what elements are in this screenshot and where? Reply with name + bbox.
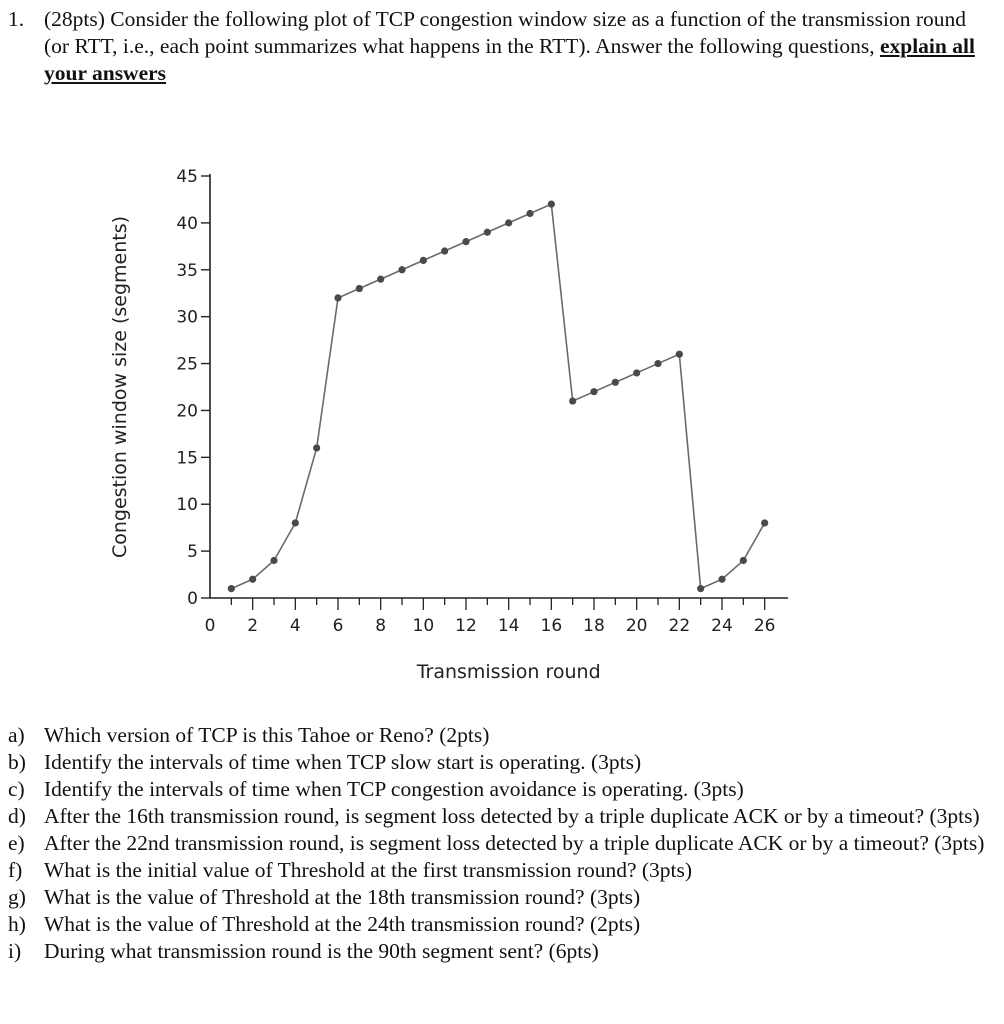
- subquestion-a: [8, 722, 988, 749]
- subquestion-f: [8, 857, 988, 884]
- data-point: [313, 444, 320, 451]
- data-point: [569, 397, 576, 404]
- data-point: [654, 360, 661, 367]
- subquestion-text: During what transmission round is the 90th segment sent? (6pts): [44, 939, 599, 963]
- data-point: [270, 557, 277, 564]
- data-point: [740, 557, 747, 564]
- data-point: [398, 266, 405, 273]
- subquestion-e: [8, 830, 988, 857]
- x-tick-label: 10: [412, 616, 435, 636]
- subquestion-letter: i): [8, 939, 22, 963]
- y-tick-label: 30: [176, 307, 198, 328]
- series-line: [231, 204, 764, 588]
- x-tick-label: 24: [711, 616, 733, 636]
- subquestion-letter: e): [8, 831, 25, 855]
- subquestion-letter: b): [8, 750, 26, 774]
- x-tick-label: 4: [289, 616, 301, 636]
- data-point: [612, 379, 619, 386]
- subquestion-text: After the 22nd transmission round, is segment loss detected by a triple duplicate ACK or by a timeout? (3pts): [44, 831, 985, 855]
- x-tick-label: 22: [668, 616, 691, 636]
- data-point: [292, 519, 299, 526]
- y-tick-label: 25: [176, 354, 198, 375]
- subquestion-text: What is the value of Threshold at the 18th transmission round? (3pts): [44, 885, 641, 909]
- y-tick-label: 35: [176, 260, 198, 281]
- y-tick-label: 5: [187, 542, 198, 563]
- question-text: (28pts) Consider the following plot of TCP congestion window size as a function of the transmission round (or RTT, i.e., each point summarizes what happens in the RTT). Answer the following questions,: [44, 7, 967, 58]
- subquestion-c: [8, 776, 988, 803]
- congestion-window-chart: [92, 118, 852, 703]
- y-tick-label: 15: [176, 448, 198, 469]
- question-number: 1.: [8, 7, 25, 31]
- subquestion-text: What is the value of Threshold at the 24th transmission round? (2pts): [44, 912, 641, 936]
- subquestion-letter: d): [8, 804, 26, 828]
- question-emphasis: explain all your answers: [44, 34, 975, 85]
- subquestion-text: Identify the intervals of time when TCP congestion avoidance is operating. (3pts): [44, 777, 744, 801]
- congestion-window-figure: [92, 118, 852, 703]
- subquestion-text: Which version of TCP is this Tahoe or Reno? (2pts): [44, 723, 490, 747]
- question-prompt: [44, 6, 984, 87]
- data-point: [484, 229, 491, 236]
- x-axis-title: Transmission round: [416, 661, 601, 683]
- x-tick-label: 14: [497, 616, 520, 636]
- data-point: [462, 238, 469, 245]
- subquestion-g: [8, 884, 988, 911]
- data-point: [441, 247, 448, 254]
- x-tick-label: 8: [375, 616, 387, 636]
- subquestion-b: [8, 749, 988, 776]
- y-tick-label: 0: [187, 589, 198, 609]
- subquestion-letter: f): [8, 858, 23, 882]
- subquestion-letter: c): [8, 777, 25, 801]
- data-point: [228, 585, 235, 592]
- y-tick-label: 10: [176, 495, 198, 516]
- x-tick-label: 0: [204, 616, 216, 636]
- x-tick-label: 2: [247, 616, 259, 636]
- data-point: [718, 576, 725, 583]
- data-point: [761, 519, 768, 526]
- x-tick-label: 6: [332, 616, 344, 636]
- y-tick-label: 20: [176, 401, 198, 422]
- subquestion-text: Identify the intervals of time when TCP slow start is operating. (3pts): [44, 750, 642, 774]
- y-axis-title: Congestion window size (segments): [109, 215, 131, 559]
- x-tick-label: 26: [753, 616, 776, 636]
- data-point: [526, 210, 533, 217]
- data-point: [697, 585, 704, 592]
- x-tick-label: 16: [540, 616, 563, 636]
- x-tick-label: 12: [455, 616, 477, 636]
- data-point: [633, 369, 640, 376]
- data-point: [377, 276, 384, 283]
- x-tick-label: 20: [625, 616, 648, 636]
- data-point: [356, 285, 363, 292]
- subquestion-list: [8, 722, 988, 965]
- data-point: [548, 201, 555, 208]
- data-point: [334, 294, 341, 301]
- subquestion-letter: h): [8, 912, 26, 936]
- data-point: [249, 576, 256, 583]
- data-point: [505, 219, 512, 226]
- subquestion-h: [8, 911, 988, 938]
- subquestion-letter: g): [8, 885, 26, 909]
- x-tick-label: 18: [583, 616, 605, 636]
- data-point: [590, 388, 597, 395]
- data-point: [420, 257, 427, 264]
- subquestion-i: [8, 938, 988, 965]
- subquestion-letter: a): [8, 723, 25, 747]
- subquestion-text: After the 16th transmission round, is segment loss detected by a triple duplicate ACK or by a timeout? (3pts): [44, 804, 980, 828]
- y-tick-label: 45: [176, 167, 198, 187]
- subquestion-text: What is the initial value of Threshold at the first transmission round? (3pts): [44, 858, 693, 882]
- subquestion-d: [8, 803, 988, 830]
- data-point: [676, 351, 683, 358]
- y-tick-label: 40: [176, 213, 198, 234]
